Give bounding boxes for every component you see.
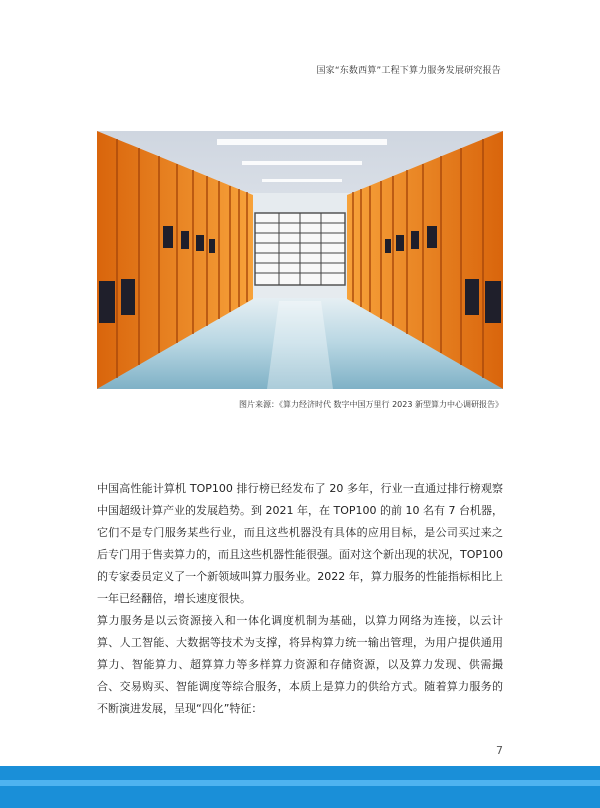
footer-band xyxy=(0,780,600,786)
figure-caption: 图片来源：《算力经济时代 数字中国万里行 2023 新型算力中心调研报告》 xyxy=(239,400,503,409)
body-paragraph-1: 中国高性能计算机 TOP100 排行榜已经发布了 20 多年，行业一直通过排行榜观察中国超级计算产业的发展趋势。到 2021 年，在 TOP100 的前 10 名有 7 台机器，它们不是专门服务某些行业，而且这些机器没有具体的应用目标，是公司买过来之后专门用于售卖算力的，而且这些机器性能很强。面对这个新出现的状况，TOP100 的专家委员定义了一个新领域叫算力服务业。2022 年，算力服务的性能指标相比上一年已经翻倍，增长速度很快。 xyxy=(97,482,504,605)
footer-bar xyxy=(0,766,600,808)
datacenter-photo xyxy=(97,131,503,389)
page-number: 7 xyxy=(496,744,503,757)
body-paragraph-2: 算力服务是以云资源接入和一体化调度机制为基础，以算力网络为连接，以云计算、人工智能、大数据等技术为支撑，将异构算力统一输出管理，为用户提供通用算力、智能算力、超算算力等多样算力资源和存储资源，以及算力发现、供需撮合、交易购买、智能调度等综合服务，本质上是算力的供给方式。随着算力服务的不断演进发展，呈现“四化”特征： xyxy=(97,614,503,715)
report-header-title: 国家“东数西算”工程下算力服务发展研究报告 xyxy=(316,66,501,76)
